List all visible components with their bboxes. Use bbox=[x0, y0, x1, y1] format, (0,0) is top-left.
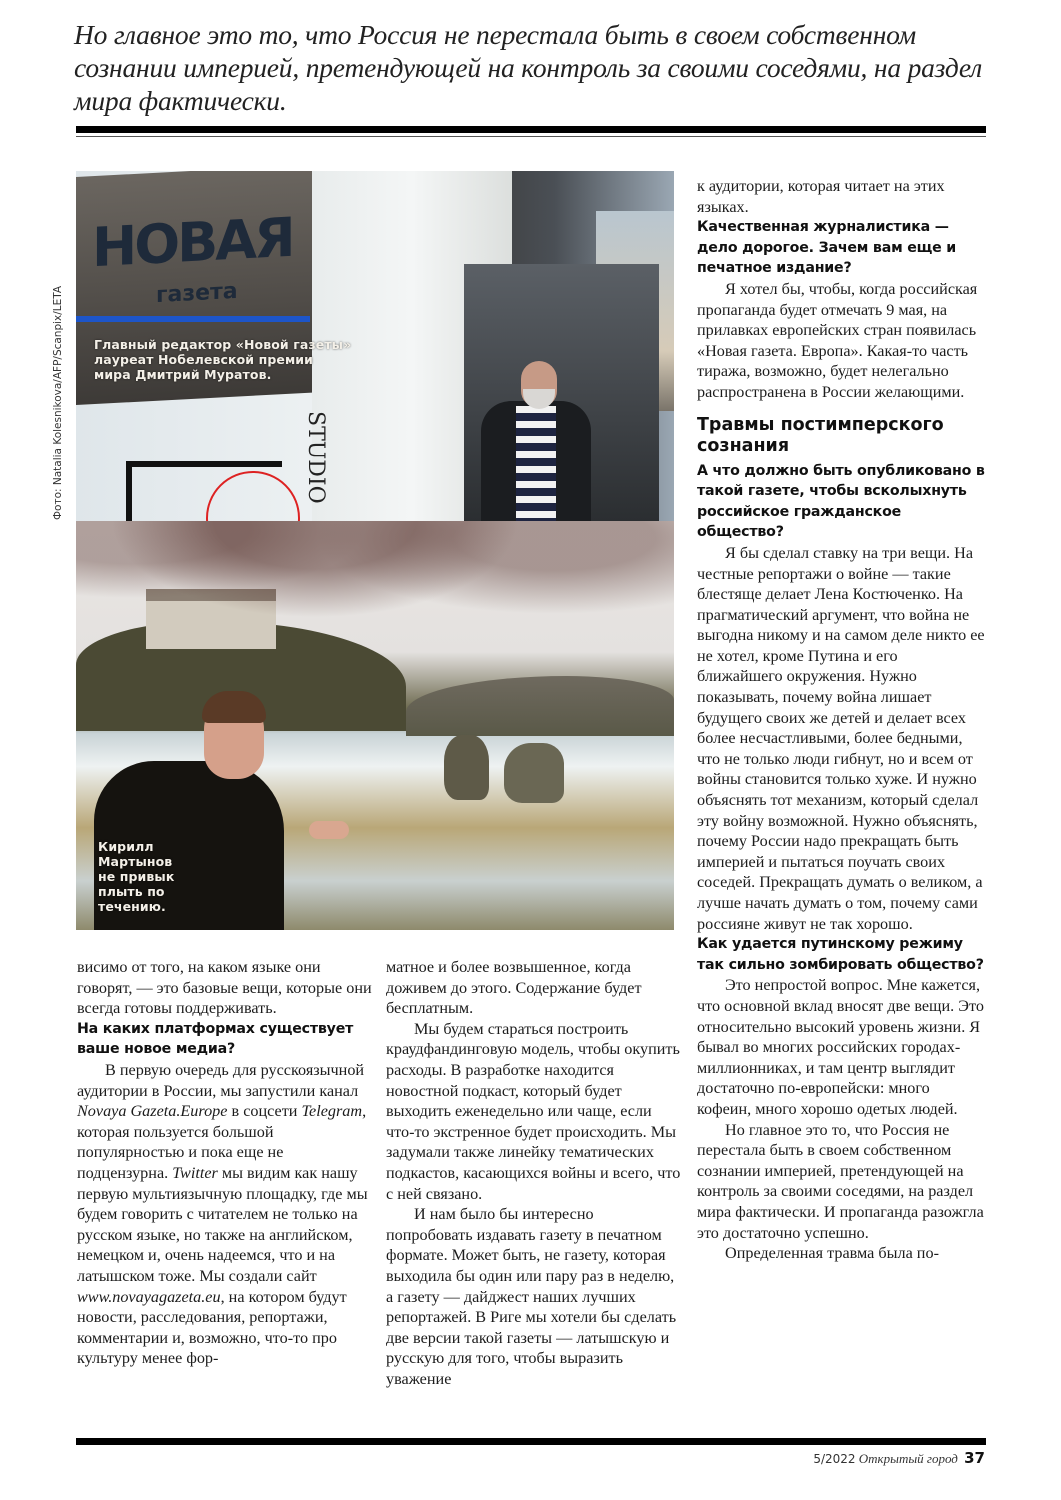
sign-logo: НОВАЯ bbox=[92, 205, 293, 280]
magazine-name: Открытый город bbox=[858, 1451, 958, 1466]
caption-line: Главный редактор «Новой газеты» bbox=[94, 337, 352, 352]
sign-logo-sub: газета bbox=[156, 278, 238, 309]
caption-line: Мартынов bbox=[98, 854, 173, 869]
text-run: , которая пользуется большой популярностью и пока еще не подцензурна. bbox=[77, 1102, 367, 1182]
header-rule-thin bbox=[76, 136, 986, 137]
caption-line: мира Дмитрий Муратов. bbox=[94, 367, 272, 382]
caption-line: плыть по bbox=[98, 884, 165, 899]
person-hair bbox=[202, 691, 266, 723]
footer-rule bbox=[76, 1438, 986, 1445]
person-shirt bbox=[516, 406, 556, 521]
text-run: В первую очередь для русскоязычной аудитории в России, мы запустили канал bbox=[77, 1060, 365, 1100]
photo-person-muratov bbox=[481, 361, 601, 521]
section-subheading: Травмы постимперского сознания bbox=[697, 414, 944, 456]
interview-question: Как удается путинскому режиму так сильно зомбировать общество? bbox=[697, 936, 984, 973]
interview-question: На каких платформах существует ваше новое медиа? bbox=[77, 1020, 354, 1058]
person-hand bbox=[309, 821, 349, 839]
platform-name: Twitter bbox=[172, 1163, 218, 1182]
platform-name: Telegram bbox=[301, 1102, 363, 1121]
pull-quote: Но главное это то, что Россия не перестала быть в своем собственном сознании империей, претендующей на контроль за своими соседями, на раздел мира фактически. bbox=[74, 19, 982, 116]
photo-credit: Фото: Natalia Kolesnikova/AFP/Scanpix/LETA bbox=[52, 285, 64, 520]
photo-novaya-gazeta-entrance bbox=[76, 171, 674, 521]
paragraph: висимо от того, на каком языке они говорят, — это базовые вещи, которые они всегда готовы поддерживать. bbox=[77, 958, 372, 1018]
photo-martynov-waterfall bbox=[76, 521, 674, 930]
paragraph: Определенная травма была по- bbox=[725, 1244, 939, 1263]
paragraph: матное и более возвышенное, когда доживем до этого. Содержание будет бесплатным. bbox=[386, 958, 642, 1018]
photo2-caption bbox=[98, 839, 174, 914]
sign-blue-line bbox=[76, 316, 310, 322]
article-column-2 bbox=[386, 957, 682, 1389]
paragraph: Я хотел бы, чтобы, когда российская пропаганда будет отмечать 9 мая, на прилавках европейских стран появилась «Новая газета. Европа». Какая-то часть тиража, возможно, будет нелегально распространена в России желающими. bbox=[697, 279, 978, 401]
interview-question: Качественная журналистика — дело дорогое. Зачем вам еще и печатное издание? bbox=[697, 219, 957, 277]
channel-name: Novaya Gazeta.Europe bbox=[77, 1102, 228, 1121]
text-run: , на котором будут новости, расследования, репортажи, комментарии и, возможно, что-то про культуру менее фор- bbox=[77, 1287, 347, 1368]
caption-line: лауреат Нобелевской премии bbox=[94, 352, 313, 367]
caption-line: не привык bbox=[98, 869, 175, 884]
interview-question: А что должно быть опубликовано в такой газете, чтобы всколыхнуть российское гражданское общество? bbox=[697, 462, 985, 541]
photo-rock bbox=[444, 735, 489, 800]
text-run: в соцсети bbox=[227, 1102, 302, 1121]
paragraph: Это непростой вопрос. Мне кажется, что основной вклад вносят две вещи. Это относительно высокий уровень жизни. Я бывал во многих российских городах-миллионниках, и там центр выглядит достаточно по-европейски: много кофеин, много хорошо одетых людей. bbox=[697, 976, 984, 1118]
paragraph: Но главное это то, что Россия не перестала быть в своем собственном сознании империей, претендующей на контроль за своими соседями, на раздел мира фактически. И пропаганда разожгла это достаточно успешно. bbox=[697, 1120, 984, 1242]
photo-rock bbox=[504, 743, 564, 803]
caption-line: Кирилл bbox=[98, 839, 154, 854]
paragraph: И нам было бы интересно попробовать издавать газету в печатном формате. Может быть, не газету, которая выходила бы один или пару раз в неделю, а газету — дайджест наших лучших репортажей. В Риге мы хотели бы сделать две версии такой газеты — латышскую и русскую для того, чтобы выразить уважение bbox=[386, 1205, 677, 1388]
issue-number: 5/2022 bbox=[813, 1452, 856, 1466]
article-column-3 bbox=[697, 176, 987, 1264]
paragraph: Мы будем стараться построить краудфандинговую модель, чтобы окупить расходы. В разработке находится новостной подкаст, который будет выходить еженедельно или чаще, если что-то экстренное будет происходить. Мы задумали также линейку тематических подкастов, касающихся войны и всего, что с ней связано. bbox=[386, 1019, 681, 1203]
paragraph: к аудитории, которая читает на этих языках. bbox=[697, 177, 945, 216]
article-column-1 bbox=[77, 957, 377, 1369]
paragraph bbox=[77, 1060, 377, 1369]
caption-line: течению. bbox=[98, 899, 166, 914]
photo-branches bbox=[76, 521, 674, 691]
header-rule-thick bbox=[76, 126, 986, 133]
text-run: мы видим как нашу первую мультиязычную площадку, где мы будем говорить с читателем не только на русском языке, но также на английском, немецком и, очень надеемся, что и на латышском тоже. Мы создали сайт bbox=[77, 1163, 368, 1285]
photo1-caption bbox=[94, 337, 351, 382]
studio-sign-text: STUDIO bbox=[303, 411, 328, 504]
website-link[interactable]: www.novayagazeta.eu bbox=[77, 1287, 221, 1306]
page-number: 37 bbox=[964, 1449, 985, 1467]
page-footer bbox=[813, 1449, 985, 1467]
paragraph: Я бы сделал ставку на три вещи. На честные репортажи о войне — такие блестяще делает Лена Костюченко. На прагматический аргумент, что война не выгодна никому и на самом деле никто ее не хотел, кроме Путина и его ближайшего окружения. Нужно показывать, почему война лишает будущего своих же детей и делает всех более несчастливыми, более бедными, что не только люди гибнут, но и всем от войны становится только хуже. И нужно объяснять тот механизм, который сделал эту войну возможной. Нужно объяснять, почему России надо прекращать быть империей и пытаться поучать своих соседей. Прекращать думать о великом, а лучше начать думать о том, почему сами россияне живут не так хорошо. bbox=[697, 543, 985, 933]
